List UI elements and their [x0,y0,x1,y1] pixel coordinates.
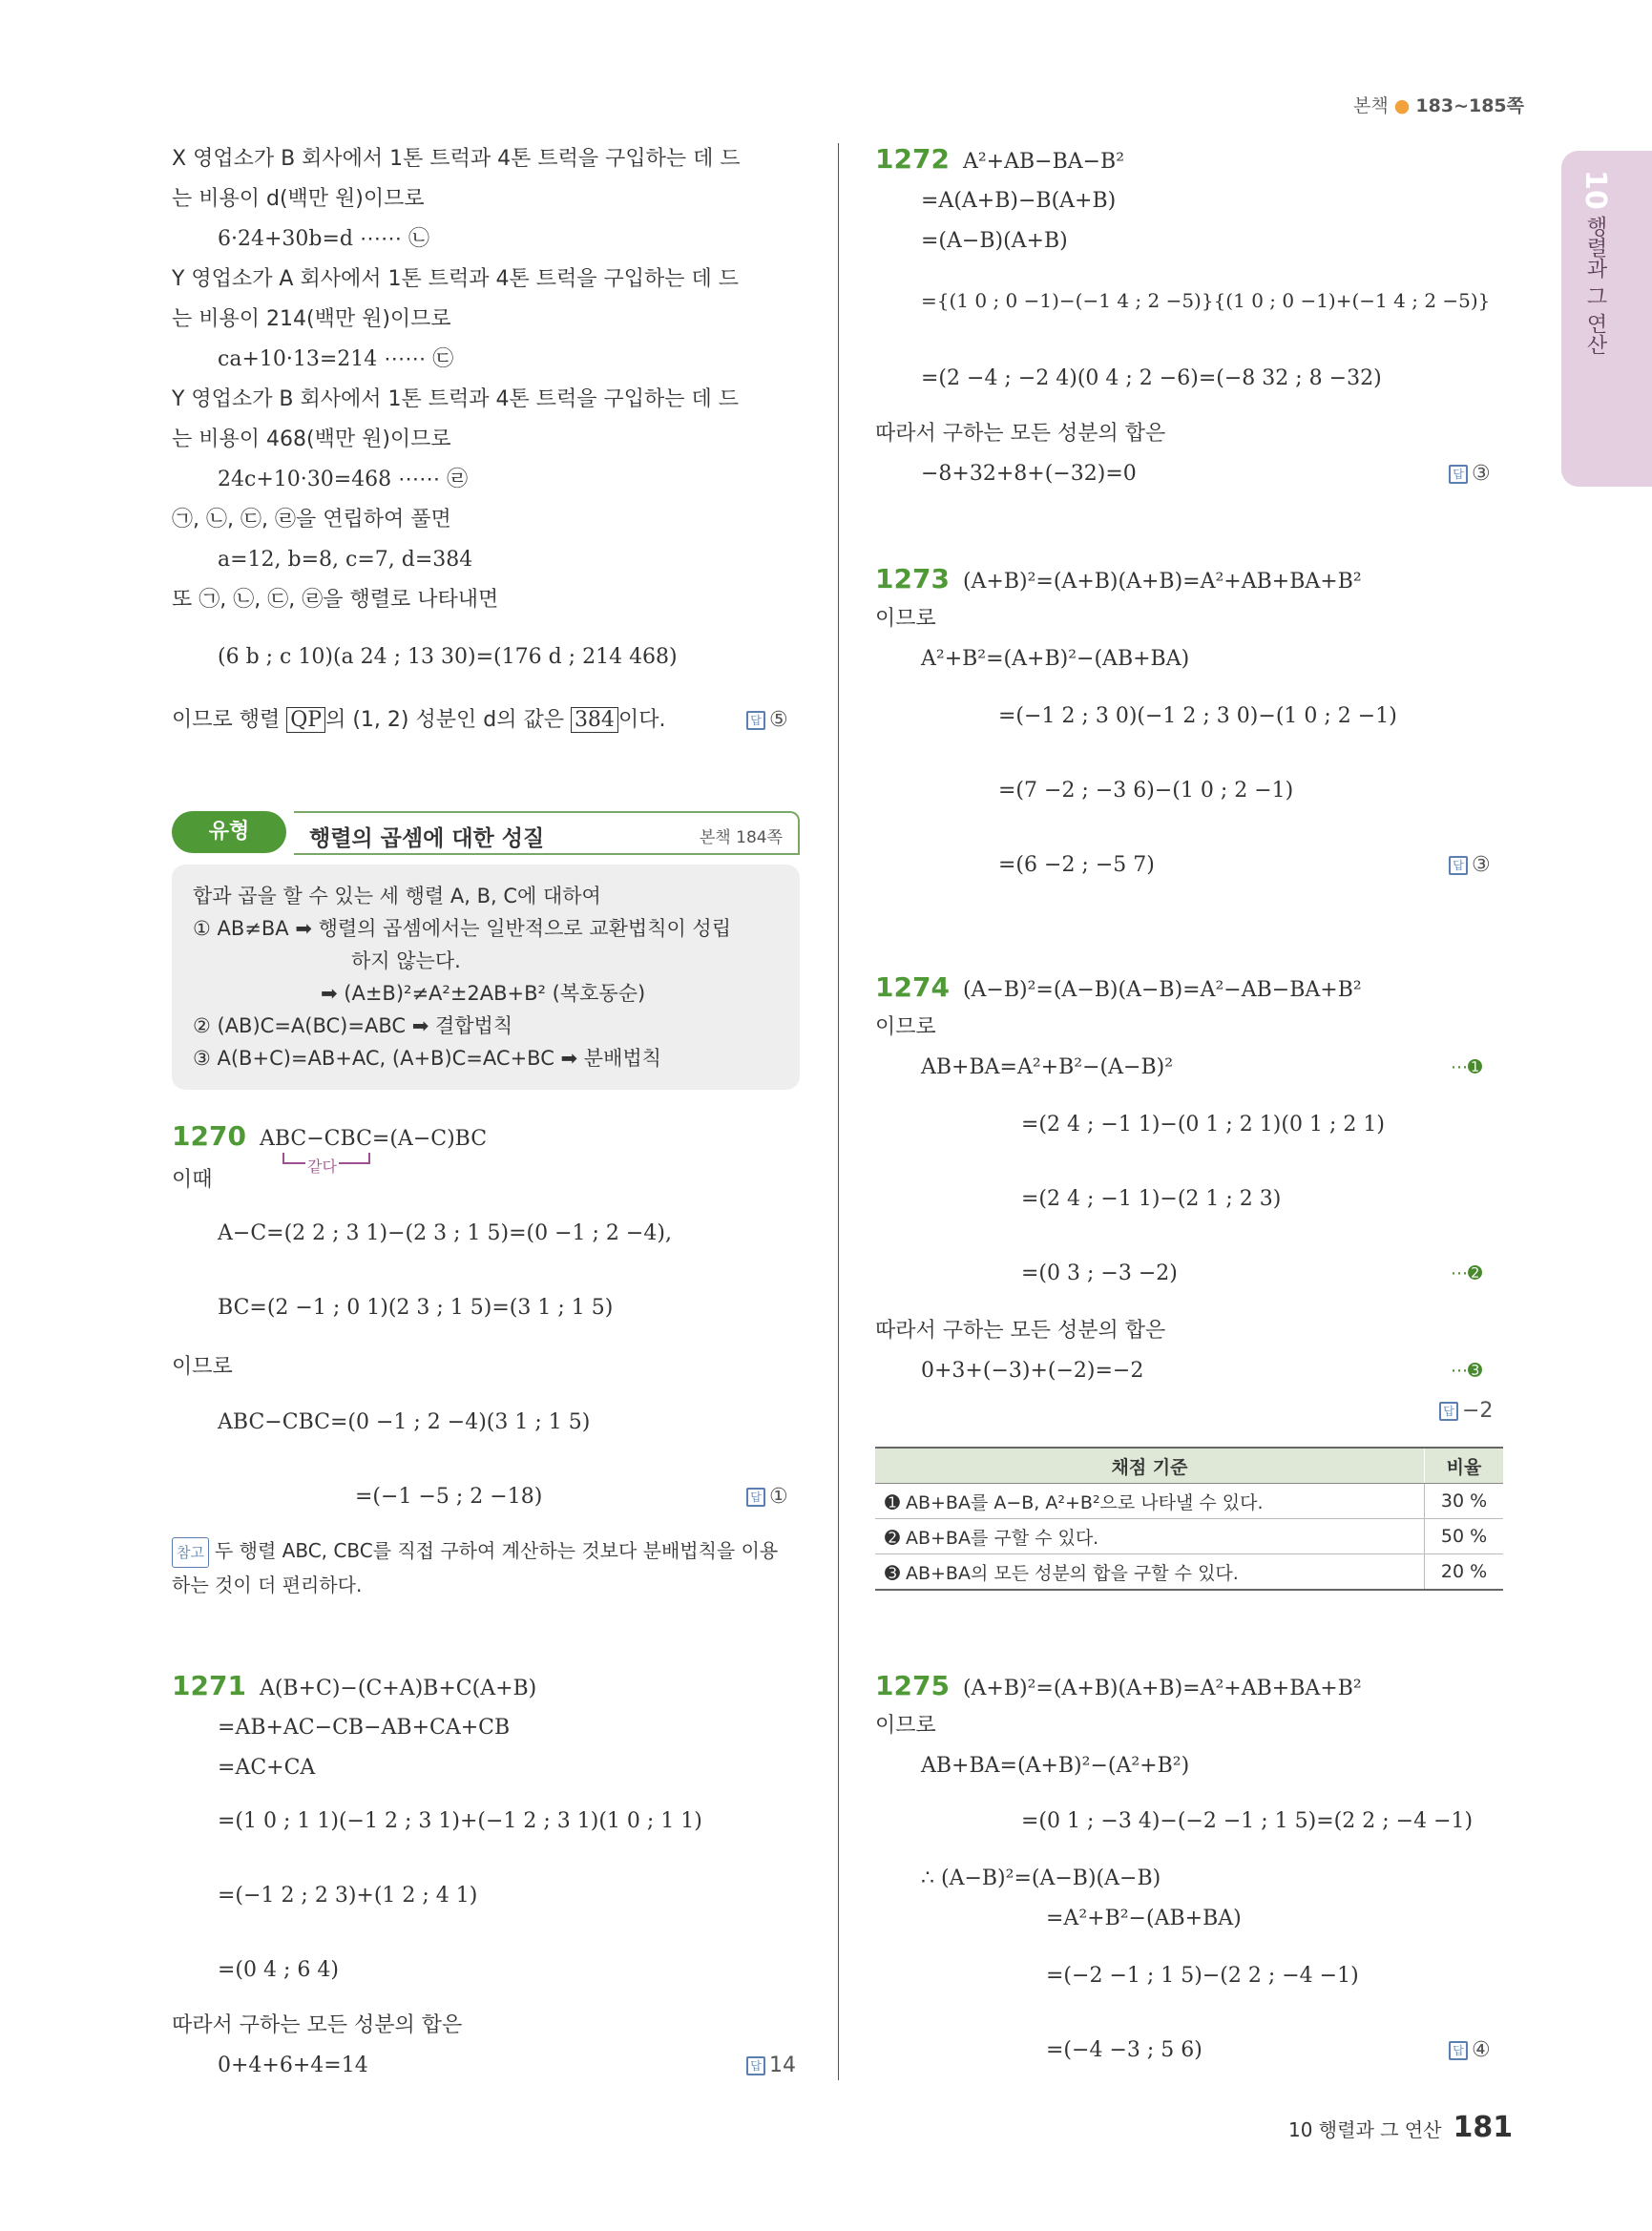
column-divider [838,143,839,2080]
table-cell: 30 % [1425,1484,1504,1519]
equation-line: 0+3+(−3)+(−2)=−2 [921,1359,1144,1383]
text-line: 이므로 [172,1355,233,1379]
answer [1449,460,1491,489]
equation-line: 0+4+6+4=14 [218,2054,368,2077]
answer-icon: 답 [746,711,765,730]
answer-value: ③ [1472,462,1491,486]
equation-line: =(A−B)(A+B) [921,229,1068,253]
matrix-equation: A−C=(2 2 ; 3 1)−(2 3 ; 1 5)=(0 −1 ; 2 −4), [218,1221,672,1245]
answer-value: ① [769,1485,788,1509]
result-text: 이므로 행렬 [172,708,287,732]
answer-icon: 답 [1439,1402,1458,1421]
answer-value: ④ [1472,2038,1491,2062]
table-row [875,1484,1503,1519]
matrix-equation: =(−4 −3 ; 5 6) [1046,2038,1202,2062]
table-cell: ➋ AB+BA를 구할 수 있다. [875,1519,1425,1554]
text-line: Y 영업소가 B 회사에서 1톤 트럭과 4톤 트럭을 구입하는 데 드 [172,387,740,411]
chapter-side-tab [1561,151,1652,487]
equation-line: AB+BA=A²+B²−(A−B)² [921,1055,1174,1079]
matrix-equation: =(−1 2 ; 2 3)+(1 2 ; 4 1) [218,1884,478,1908]
step-marker: ⋯➌ [1451,1361,1483,1381]
matrix-equation: =(6 −2 ; −5 7) [998,853,1155,877]
answer [1449,851,1491,880]
boxed-value: 384 [571,707,618,733]
problem-number: 1273 [875,563,950,594]
matrix-equation: =(0 4 ; 6 4) [218,1958,339,1982]
matrix-equation: (6 b ; c 10)(a 24 ; 13 30)=(176 d ; 214 468) [218,645,678,669]
equation-line: AB+BA=(A+B)²−(A²+B²) [921,1754,1190,1778]
matrix-equation: =(7 −2 ; −3 6)−(1 0 ; 2 −1) [998,779,1294,803]
page-number: 181 [1453,2111,1514,2144]
matrix-equation: =(0 1 ; −3 4)−(−2 −1 ; 1 5)=(2 2 ; −4 −1) [1021,1809,1474,1833]
problem-number: 1271 [172,1670,246,1701]
problem-1273 [875,565,1362,596]
equation-line: 24c+10·30=468 ⋯⋯ ㉣ [218,468,469,491]
ref-pages: 183~185쪽 [1415,95,1525,116]
answer [1439,1397,1493,1426]
text-line: 따라서 구하는 모든 성분의 합은 [875,422,1166,446]
answer-icon: 답 [1449,2041,1468,2060]
note-text: 두 행렬 ABC, CBC를 직접 구하여 계산하는 것보다 분배법칙을 이용 [214,1539,779,1562]
equation-line: 6·24+30b=d ⋯⋯ ㉡ [218,227,429,251]
problem-number: 1274 [875,971,950,1003]
note-badge: 참고 [172,1537,209,1568]
text-line: 이때 [172,1168,213,1192]
answer-icon: 답 [746,1488,765,1507]
table-row [875,1554,1503,1591]
matrix-equation: =(2 4 ; −1 1)−(2 1 ; 2 3) [1021,1187,1282,1211]
matrix-equation: BC=(2 −1 ; 0 1)(2 3 ; 1 5)=(3 1 ; 1 5) [218,1296,614,1320]
equation-line: (A+B)²=(A+B)(A+B)=A²+AB+BA+B² [962,570,1362,594]
matrix-equation: =(−1 −5 ; 2 −18) [355,1485,543,1509]
equation-line: A²+AB−BA−B² [962,150,1125,174]
concept-line: ➡ (A±B)²≠A²±2AB+B² (복호동순) [321,982,646,1005]
table-row [875,1519,1503,1554]
concept-line: ① AB≠BA ➡ 행렬의 곱셈에서는 일반적으로 교환법칙이 성립 [193,917,732,940]
grading-table [875,1447,1503,1591]
answer-value: −2 [1462,1399,1494,1423]
answer-value: 14 [769,2054,796,2077]
result-line [172,706,665,735]
text-line: Y 영업소가 A 회사에서 1톤 트럭과 4톤 트럭을 구입하는 데 드 [172,267,739,291]
concept-line: ② (AB)C=A(BC)=ABC ➡ 결합법칙 [193,1014,513,1037]
matrix-equation: =(−2 −1 ; 1 5)−(2 2 ; −4 −1) [1046,1964,1359,1988]
answer-icon: 답 [746,2056,765,2075]
equation-line: (A−B)²=(A−B)(A−B)=A²−AB−BA+B² [962,978,1362,1002]
table-header-row [875,1448,1503,1484]
text-line: ㉠, ㉡, ㉢, ㉣을 연립하여 풀면 [172,508,451,532]
type-ref: 본책 184쪽 [699,828,783,847]
type-title-box [294,811,800,855]
equation-line: =AB+AC−CB−AB+CA+CB [218,1716,511,1740]
answer-icon: 답 [1449,856,1468,875]
equation-line: =A²+B²−(AB+BA) [1046,1907,1242,1930]
problem-1274 [875,973,1362,1005]
problem-1272 [875,145,1124,177]
answer [1449,2036,1491,2065]
equation-line: −8+32+8+(−32)=0 [921,462,1137,486]
text-line: 는 비용이 214(백만 원)이므로 [172,307,451,331]
text-line: 이므로 [875,607,936,631]
text-line: 는 비용이 d(백만 원)이므로 [172,187,425,211]
result-text: 이다. [617,708,666,732]
problem-1271 [172,1672,536,1703]
answer [746,2052,796,2080]
problem-number: 1272 [875,143,950,175]
equation-line: A(B+C)−(C+A)B+C(A+B) [259,1677,537,1700]
answer-value: ③ [1472,853,1491,877]
text-line: 따라서 구하는 모든 성분의 합은 [172,2013,463,2037]
matrix-equation: =(0 3 ; −3 −2) [1021,1261,1178,1285]
ref-label: 본책 [1353,95,1389,116]
text-line: 이므로 [875,1714,936,1738]
problem-1275 [875,1672,1362,1703]
problem-number: 1270 [172,1120,246,1152]
step-marker: ⋯➋ [1451,1263,1483,1283]
text-line: 이므로 [875,1015,936,1039]
equation-line: (A+B)²=(A+B)(A+B)=A²+AB+BA+B² [962,1677,1362,1700]
equation-line: A²+B²=(A+B)²−(AB+BA) [921,647,1190,671]
equation-line: =AC+CA [218,1756,316,1780]
concept-box [172,865,800,1090]
table-cell: 20 % [1425,1554,1504,1591]
problem-number: 1275 [875,1670,950,1701]
type-header [172,811,800,855]
matrix-equation: ={(1 0 ; 0 −1)−(−1 4 ; 2 −5)}{(1 0 ; 0 −1)+(−1 4 ; 2 −5)} [921,289,1491,312]
concept-line: 합과 곱을 할 수 있는 세 행렬 A, B, C에 대하여 [193,885,601,907]
equation-line: =A(A+B)−B(A+B) [921,189,1117,213]
table-cell: ➌ AB+BA의 모든 성분의 합을 구할 수 있다. [875,1554,1425,1591]
result-text: 의 (1, 2) 성분인 d의 값은 [325,708,571,732]
page-footer [1288,2111,1513,2144]
answer [746,706,788,735]
concept-line: 하지 않는다. [351,949,461,972]
table-cell: ➊ AB+BA를 A−B, A²+B²으로 나타낼 수 있다. [875,1484,1425,1519]
table-header: 채점 기준 [875,1448,1425,1484]
equation-line: ca+10·13=214 ⋯⋯ ㉢ [218,347,454,371]
text-line: X 영업소가 B 회사에서 1톤 트럭과 4톤 트럭을 구입하는 데 드 [172,147,741,171]
brace-label: 같다 [305,1155,339,1177]
boxed-value: QP [286,707,325,733]
chapter-title: 행렬과 그 연산 [1583,216,1607,355]
answer-icon: 답 [1449,465,1468,484]
note-text: 하는 것이 더 편리하다. [172,1574,363,1596]
footer-chapter: 10 행렬과 그 연산 [1288,2118,1442,2141]
text-line: 따라서 구하는 모든 성분의 합은 [875,1319,1166,1343]
answer [746,1483,788,1512]
step-marker: ⋯➊ [1451,1057,1483,1077]
matrix-equation: =(2 4 ; −1 1)−(0 1 ; 2 1)(0 1 ; 2 1) [1021,1113,1385,1136]
answer-value: ⑤ [769,708,788,732]
matrix-equation: =(−1 2 ; 3 0)(−1 2 ; 3 0)−(1 0 ; 2 −1) [998,704,1397,728]
table-header: 비율 [1425,1448,1504,1484]
matrix-equation: ABC−CBC=(0 −1 ; 2 −4)(3 1 ; 1 5) [218,1410,591,1434]
matrix-equation: =(2 −4 ; −2 4)(0 4 ; 2 −6)=(−8 32 ; 8 −32) [921,366,1382,390]
equation-line: ABC−CBC=(A−C)BC [259,1127,488,1151]
dot-icon: ● [1393,95,1411,116]
text-line: 는 비용이 468(백만 원)이므로 [172,427,451,451]
type-title: 행렬의 곱셈에 대한 성질 [309,826,545,851]
table-cell: 50 % [1425,1519,1504,1554]
text-line: 또 ㉠, ㉡, ㉢, ㉣을 행렬로 나타내면 [172,588,499,612]
type-badge: 유형 [172,811,286,853]
page-reference [1353,92,1524,117]
note [172,1536,778,1568]
problem-1270 [172,1122,487,1154]
equation-line: ∴ (A−B)²=(A−B)(A−B) [921,1866,1161,1890]
matrix-equation: =(1 0 ; 1 1)(−1 2 ; 3 1)+(−1 2 ; 3 1)(1 0 ; 1 1) [218,1809,702,1833]
concept-line: ③ A(B+C)=AB+AC, (A+B)C=AC+BC ➡ 분배법칙 [193,1047,661,1070]
equation-line: a=12, b=8, c=7, d=384 [218,548,473,572]
chapter-number: 10 [1579,170,1612,210]
